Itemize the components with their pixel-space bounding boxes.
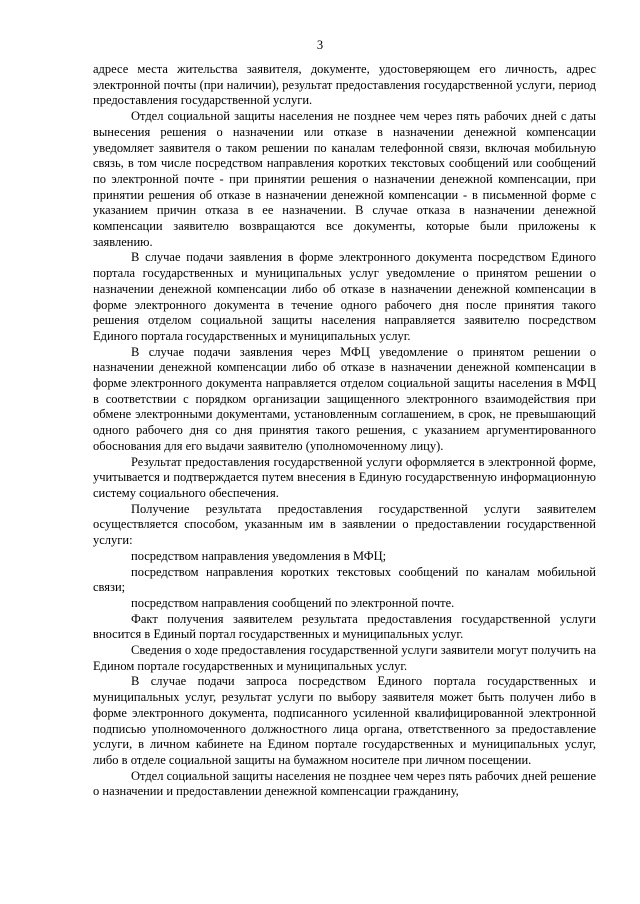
list-item: посредством направления сообщений по электронной почте. — [131, 595, 455, 610]
paragraph: В случае подачи заявления в форме электронного документа посредством Единого портала государственных и муниципальных услуг уведомление о принятом решении о назначении денежной компенсации либо об отказе в назначении денежной компенсации в форме электронного документа в течение одного рабочего дня после принятия такого решения отделом социальной защиты населения направляется заявителю посредством Единого портала государственных и муниципальных услуг. — [93, 250, 596, 343]
list-item: посредством направления коротких текстовых сообщений по каналам мобильной связи; — [93, 564, 596, 595]
paragraph: Результат предоставления государственной услуги оформляется в электронной форме, учитывается и подтверждается путем внесения в Единую государственную информационную систему социального обеспечения. — [93, 454, 596, 500]
paragraph: В случае подачи запроса посредством Единого портала государственных и муниципальных услуг, результат услуги по выбору заявителя может быть получен либо в форме электронного документа, подписанного усиленной квалифицированной электронной подписью уполномоченного должностного лица органа, ответственного за предоставление услуги, в личном кабинете на Едином портале государственных и муниципальных услуг, либо в отделе социальной защиты на бумажном носителе при личном посещении. — [93, 674, 596, 767]
document-body — [93, 62, 596, 800]
paragraph: Факт получения заявителем результата предоставления государственной услуги вносится в Единый портал государственных и муниципальных услуг. — [93, 611, 596, 642]
paragraph: В случае подачи заявления через МФЦ уведомление о принятом решении о назначении денежной компенсации либо об отказе в назначении денежной компенсации в форме электронного документа направляется отделом социальной защиты населения в МФЦ в соответствии с порядком организации защищенного электронного взаимодействия при обмене электронными документами, установленным соглашением, в срок, не превышающий одного рабочего дня со дня принятия такого решения, с указанием аргументированного обоснования для его выдачи заявителю (уполномоченному лицу). — [93, 344, 596, 453]
paragraph: Отдел социальной защиты населения не позднее чем через пять рабочих дней с даты вынесения решения о назначении или отказе в назначении денежной компенсации уведомляет заявителя о таком решении по каналам телефонной связи, включая мобильную связь, в том числе посредством направления коротких текстовых сообщений или сообщений по электронной почте - при принятии решения о назначении денежной компенсации, при принятии решения об отказе в назначении денежной компенсации - в письменной форме с указанием причин отказа в ее назначении. В случае отказа в назначении денежной компенсации заявителю возвращаются все документы, которые были приложены к заявлению. — [93, 109, 596, 249]
paragraph: Сведения о ходе предоставления государственной услуги заявители могут получить на Едином портале государственных и муниципальных услуг. — [93, 643, 596, 673]
page-number: 3 — [316, 38, 324, 52]
paragraph: Отдел социальной защиты населения не позднее чем через пять рабочих дней решение о назначении и предоставлении денежной компенсации гражданину, — [93, 768, 596, 799]
paragraph: Получение результата предоставления государственной услуги заявителем осуществляется способом, указанным им в заявлении о предоставлении государственной услуги: — [93, 501, 596, 548]
list-item: посредством направления уведомления в МФЦ; — [131, 548, 387, 563]
paragraph: адресе места жительства заявителя, документе, удостоверяющем его личность, адрес электронной почты (при наличии), результат предоставления государственной услуги, период предоставления государственной услуги. — [93, 62, 596, 108]
